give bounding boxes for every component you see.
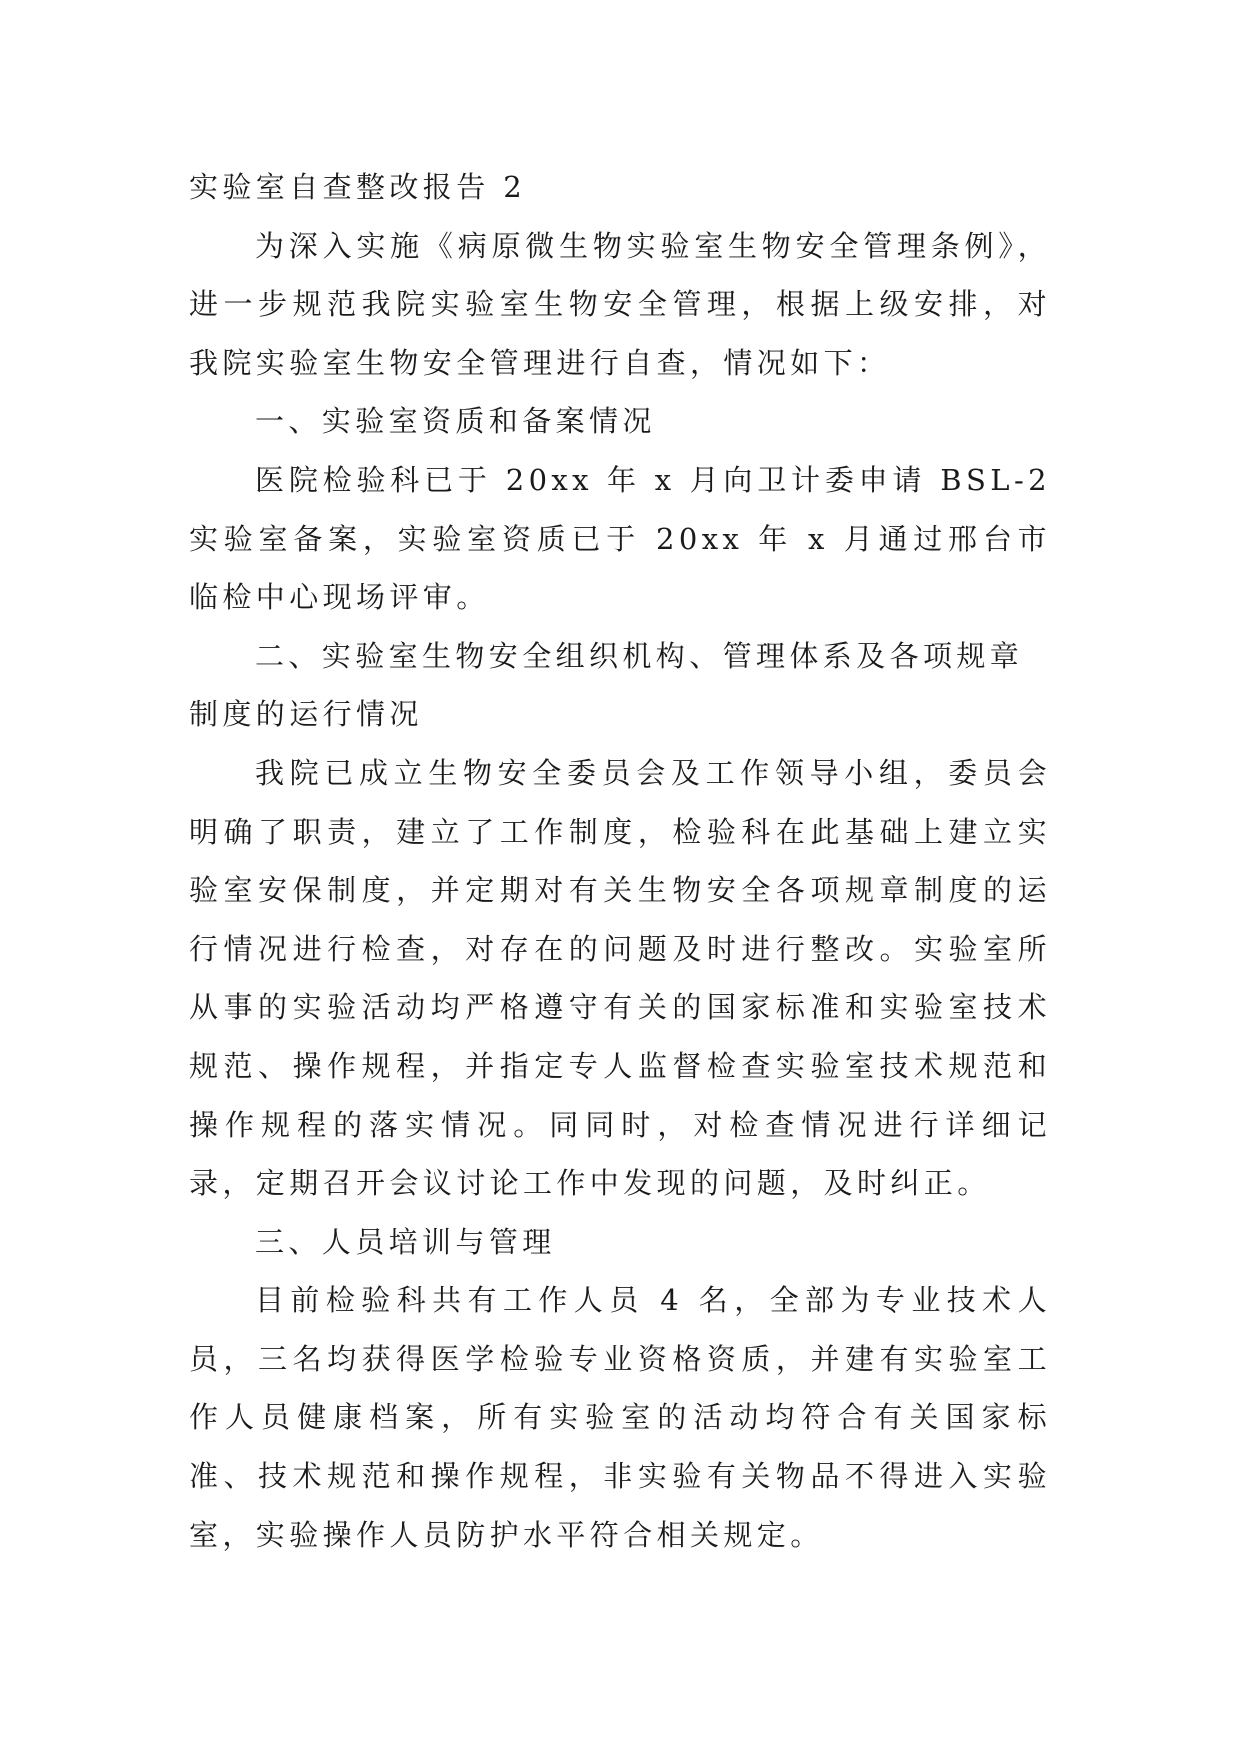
- document-body: [189, 158, 1051, 1564]
- section-heading-1: 一、实验室资质和备案情况: [255, 404, 656, 439]
- document-title: 实验室自查整改报告 2: [189, 170, 527, 204]
- section-heading-3: 三、人员培训与管理: [255, 1224, 556, 1259]
- section-heading-2: 二、实验室生物安全组织机构、管理体系及各项规章制度的运行情况: [189, 638, 1024, 732]
- intro-paragraph: 为深入实施《病原微生物实验室生物安全管理条例》，进一步规范我院实验室生物安全管理，根据上级安排，对我院实验室生物安全管理进行自查，情况如下：: [189, 228, 1051, 380]
- section-paragraph-1: 医院检验科已于 20xx 年 x 月向卫计委申请 BSL-2 实验室备案，实验室资质已于 20xx 年 x 月通过邢台市临检中心现场评审。: [189, 462, 1051, 615]
- section-paragraph-2: 我院已成立生物安全委员会及工作领导小组，委员会明确了职责，建立了工作制度，检验科在此基础上建立实验室安保制度，并定期对有关生物安全各项规章制度的运行情况进行检查，对存在的问题及时进行整改。实验室所从事的实验活动均严格遵守有关的国家标准和实验室技术规范、操作规程，并指定专人监督检查实验室技术规范和操作规程的落实情况。同同时，对检查情况进行详细记录，定期召开会议讨论工作中发现的问题，及时纠正。: [189, 755, 1051, 1201]
- section-paragraph-3: 目前检验科共有工作人员 4 名，全部为专业技术人员，三名均获得医学检验专业资格资质，并建有实验室工作人员健康档案，所有实验室的活动均符合有关国家标准、技术规范和操作规程，非实验有关物品不得进入实验室，实验操作人员防护水平符合相关规定。: [189, 1283, 1051, 1552]
